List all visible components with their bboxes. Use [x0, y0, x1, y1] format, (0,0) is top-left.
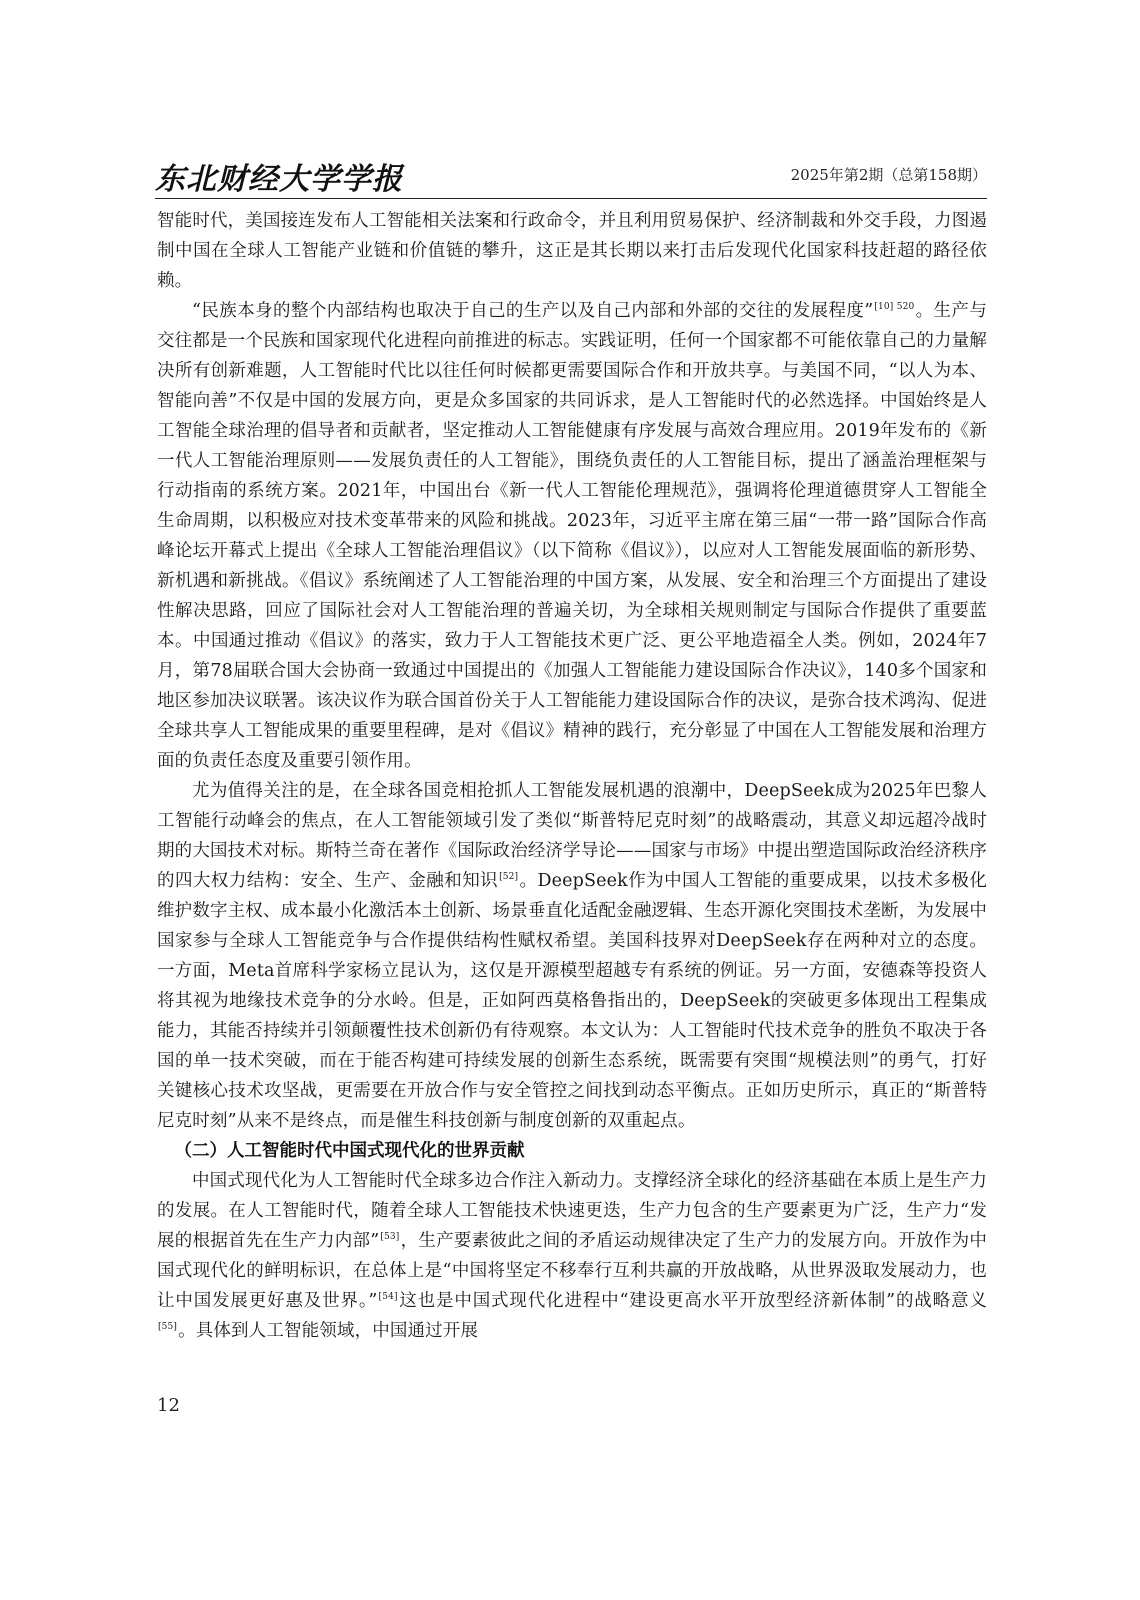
citation-marker: [55]: [158, 1322, 178, 1333]
citation-marker: [53]: [380, 1232, 400, 1243]
paragraph: [157, 206, 987, 296]
paragraph: [157, 776, 987, 1136]
paragraph-text: 智能时代，美国接连发布人工智能相关法案和行政命令，并且利用贸易保护、经济制裁和外交手段，力图遏制中国在全球人工智能产业链和价值链的攀升，这正是其长期以来打击后发现代化国家科技赶超的路径依赖。: [157, 211, 987, 291]
paragraph-text: 。DeepSeek作为中国人工智能的重要成果，以技术多极化维护数字主权、成本最小化激活本土创新、场景垂直化适配金融逻辑、生态开源化突围技术垄断，为发展中国家参与全球人工智能竞争与合作提供结构性赋权希望。美国科技界对DeepSeek存在两种对立的态度。一方面，Meta首席科学家杨立昆认为，这仅是开源模型超越专有系统的例证。另一方面，安德森等投资人将其视为地缘技术竞争的分水岭。但是，正如阿西莫格鲁指出的，DeepSeek的突破更多体现出工程集成能力，其能否持续并引领颠覆性技术创新仍有待观察。本文认为：人工智能时代技术竞争的胜负不取决于各国的单一技术突破，而在于能否构建可持续发展的创新生态系统，既需要有突围“规模法则”的勇气，打好关键核心技术攻坚战，更需要在开放合作与安全管控之间找到动态平衡点。正如历史所示，真正的“斯普特尼克时刻”从来不是终点，而是催生科技创新与制度创新的双重起点。: [157, 871, 987, 1131]
issue-info: 2025年第2期（总第158期）: [790, 166, 987, 184]
paragraph-text: 这也是中国式现代化进程中“建设更高水平开放型经济新体制”的战略意义: [398, 1291, 987, 1311]
paragraph-text: 尤为值得关注的是，在全球各国竞相抢抓人工智能发展机遇的浪潮中，DeepSeek成为2025年巴黎人工智能行动峰会的焦点，在人工智能领域引发了类似“斯普特尼克时刻”的战略震动，其意义却远超冷战时期的大国技术对标。斯特兰奇在著作《国际政治经济学导论——国家与市场》中提出塑造国际政治经济秩序的四大权力结构：安全、生产、金融和知识: [157, 781, 987, 891]
paragraph-text: “民族本身的整个内部结构也取决于自己的生产以及自己内部和外部的交往的发展程度”: [192, 301, 874, 321]
citation-marker: [54]: [378, 1292, 398, 1303]
page-number: 12: [157, 1395, 180, 1416]
paragraph-text: 。生产与交往都是一个民族和国家现代化进程向前推进的标志。实践证明，任何一个国家都不可能依靠自己的力量解决所有创新难题，人工智能时代比以往任何时候都更需要国际合作和开放共享。与美国不同，“以人为本、智能向善”不仅是中国的发展方向，更是众多国家的共同诉求，是人工智能时代的必然选择。中国始终是人工智能全球治理的倡导者和贡献者，坚定推动人工智能健康有序发展与高效合理应用。2019年发布的《新一代人工智能治理原则——发展负责任的人工智能》，围绕负责任的人工智能目标，提出了涵盖治理框架与行动指南的系统方案。2021年，中国出台《新一代人工智能伦理规范》，强调将伦理道德贯穿人工智能全生命周期，以积极应对技术变革带来的风险和挑战。2023年，习近平主席在第三届“一带一路”国际合作高峰论坛开幕式上提出《全球人工智能治理倡议》（以下简称《倡议》），以应对人工智能发展面临的新形势、新机遇和新挑战。《倡议》系统阐述了人工智能治理的中国方案，从发展、安全和治理三个方面提出了建设性解决思路，回应了国际社会对人工智能治理的普遍关切，为全球相关规则制定与国际合作提供了重要蓝本。中国通过推动《倡议》的落实，致力于人工智能技术更广泛、更公平地造福全人类。例如，2024年7月，第78届联合国大会协商一致通过中国提出的《加强人工智能能力建设国际合作决议》，140多个国家和地区参加决议联署。该决议作为联合国首份关于人工智能能力建设国际合作的决议，是弥合技术鸿沟、促进全球共享人工智能成果的重要里程碑，是对《倡议》精神的践行，充分彰显了中国在人工智能发展和治理方面的负责任态度及重要引领作用。: [157, 301, 987, 771]
paragraph: [157, 296, 987, 776]
paragraph-text: （二）人工智能时代中国式现代化的世界贡献: [174, 1141, 525, 1161]
paragraph-text: 中国式现代化为人工智能时代全球多边合作注入新动力。支撑经济全球化的经济基础在本质上是生产力的发展。在人工智能时代，随着全球人工智能技术快速更迭，生产力包含的生产要素更为广泛，生产力“发展的根据首先在生产力内部”: [157, 1171, 987, 1251]
paragraph-text: 。具体到人工智能领域，中国通过开展: [178, 1321, 479, 1341]
running-header: [155, 150, 987, 199]
journal-title: 东北财经大学学报: [155, 162, 403, 197]
paragraph-text: ，生产要素彼此之间的矛盾运动规律决定了生产力的发展方向。开放作为中国式现代化的鲜明标识，在总体上是“中国将坚定不移奉行互利共赢的开放战略，从世界汲取发展动力，也让中国发展更好惠及世界。”: [157, 1231, 987, 1311]
citation-marker: [10] 520: [874, 302, 915, 313]
citation-marker: [52]: [499, 872, 519, 883]
article-body: [157, 206, 987, 1346]
section-heading: [157, 1136, 987, 1166]
paragraph: [157, 1166, 987, 1346]
